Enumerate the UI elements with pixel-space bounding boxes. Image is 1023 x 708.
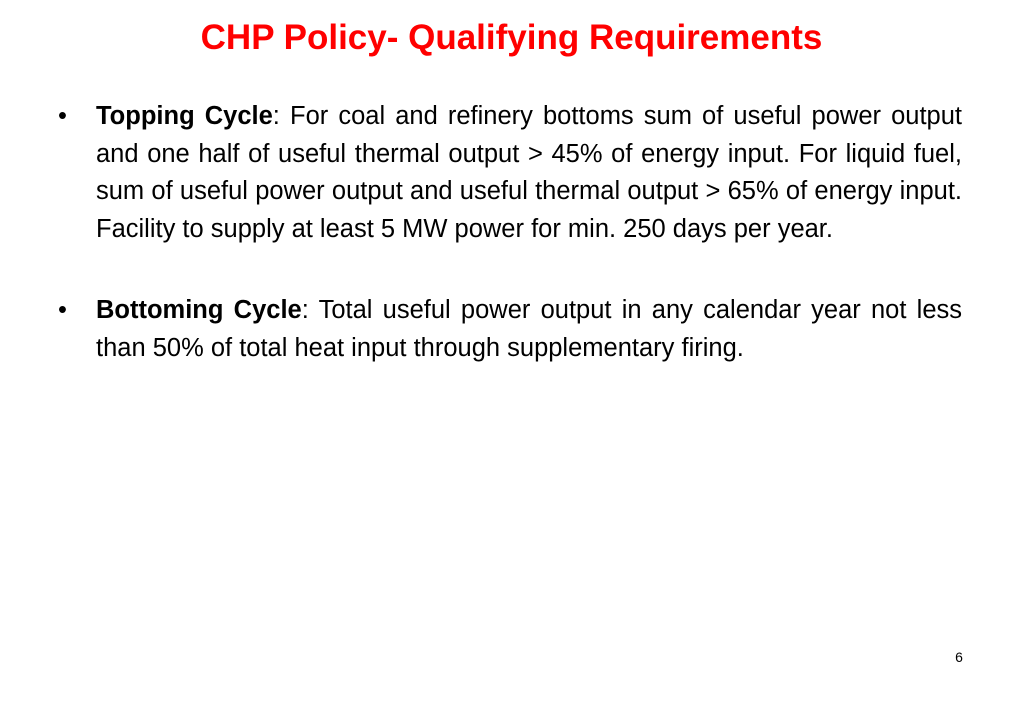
bullet-list: [58, 98, 962, 367]
bullet-separator: :: [272, 102, 280, 130]
bullet-text: For coal and refinery bottoms sum of useful power output and one half of useful thermal output > 45% of energy input. For liquid fuel, sum of useful power output and useful thermal output > 65% of energy input. Facility to supply at least 5 MW power for min. 250 days per year.: [96, 102, 962, 243]
slide-title: CHP Policy- Qualifying Requirements: [200, 18, 823, 57]
bullet-text: Total useful power output in any calendar year not less than 50% of total heat input through supplementary firing.: [96, 296, 963, 362]
bullet-term: Bottoming Cycle: [96, 296, 302, 324]
bullet-separator: :: [301, 296, 309, 324]
bullet-bottoming-cycle: [58, 292, 962, 367]
bullet-dot-icon: •: [58, 102, 67, 130]
bullet-term: Topping Cycle: [96, 102, 273, 130]
bullet-dot-icon: •: [58, 296, 67, 324]
bullet-topping-cycle: [58, 98, 962, 248]
page-number: 6: [955, 649, 963, 665]
